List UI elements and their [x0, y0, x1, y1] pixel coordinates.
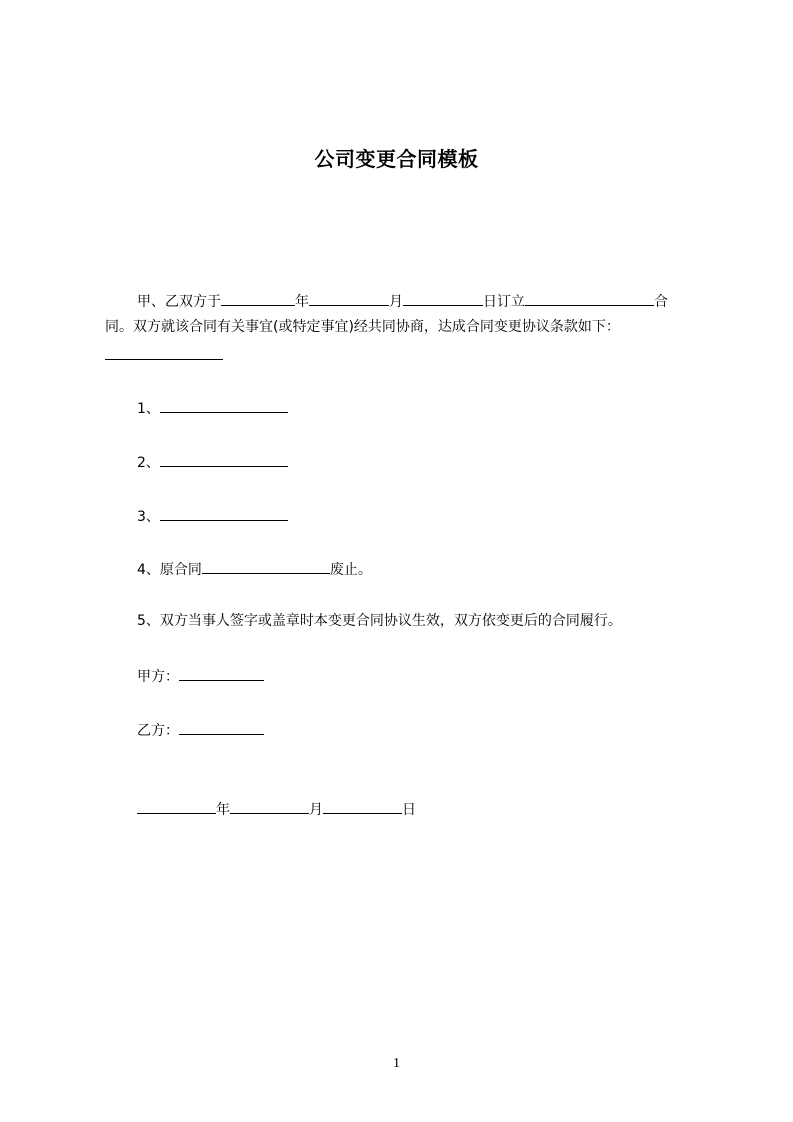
blank-date-month-field[interactable]: [230, 798, 309, 814]
date-year-label: 年: [216, 802, 230, 818]
blank-date-year-field[interactable]: [137, 798, 216, 814]
clause-number: 4、: [137, 562, 160, 578]
blank-party-b-field[interactable]: [179, 719, 264, 735]
blank-clause-2-field[interactable]: [160, 451, 288, 467]
clause-4-pre: 原合同: [159, 562, 202, 578]
intro-contract-char: 合: [654, 294, 668, 310]
blank-original-contract-field[interactable]: [202, 558, 330, 574]
clause-5: 5、双方当事人签字或盖章时本变更合同协议生效，双方依变更后的合同履行。: [137, 613, 622, 629]
intro-line-1: [105, 290, 701, 312]
clause-1: [137, 397, 288, 419]
clause-4: [137, 558, 372, 580]
party-a: [137, 665, 264, 687]
clause-number: 2、: [137, 455, 160, 471]
intro-year-label: 年: [295, 294, 309, 310]
clause-number: 1、: [137, 401, 160, 417]
date-day-label: 日: [402, 802, 416, 818]
intro-text-start: 甲、乙双方于: [137, 294, 221, 310]
page-title: 公司变更合同模板: [314, 147, 479, 171]
blank-year-field[interactable]: [221, 290, 295, 306]
intro-line-2: 同。双方就该合同有关事宜(或特定事宜)经共同协商，达成合同变更协议条款如下：: [105, 319, 620, 335]
blank-day-field[interactable]: [403, 290, 483, 306]
party-b: [137, 719, 264, 741]
page-number: 1: [393, 1056, 400, 1071]
date-line: [137, 798, 416, 820]
clause-number: 3、: [137, 509, 160, 525]
intro-day-label: 日订立: [483, 294, 525, 310]
blank-contract-name-field[interactable]: [525, 290, 654, 306]
clause-2: [137, 451, 288, 473]
party-a-label: 甲方：: [137, 669, 179, 685]
blank-clause-1-field[interactable]: [160, 397, 288, 413]
party-b-label: 乙方：: [137, 723, 179, 739]
blank-clause-3-field[interactable]: [160, 505, 288, 521]
date-month-label: 月: [309, 802, 323, 818]
blank-intro-continuation-field[interactable]: [105, 344, 223, 360]
blank-party-a-field[interactable]: [179, 665, 264, 681]
clause-4-post: 废止。: [329, 562, 372, 578]
blank-date-day-field[interactable]: [323, 798, 402, 814]
blank-month-field[interactable]: [309, 290, 389, 306]
clause-3: [137, 505, 288, 527]
intro-month-label: 月: [389, 294, 403, 310]
